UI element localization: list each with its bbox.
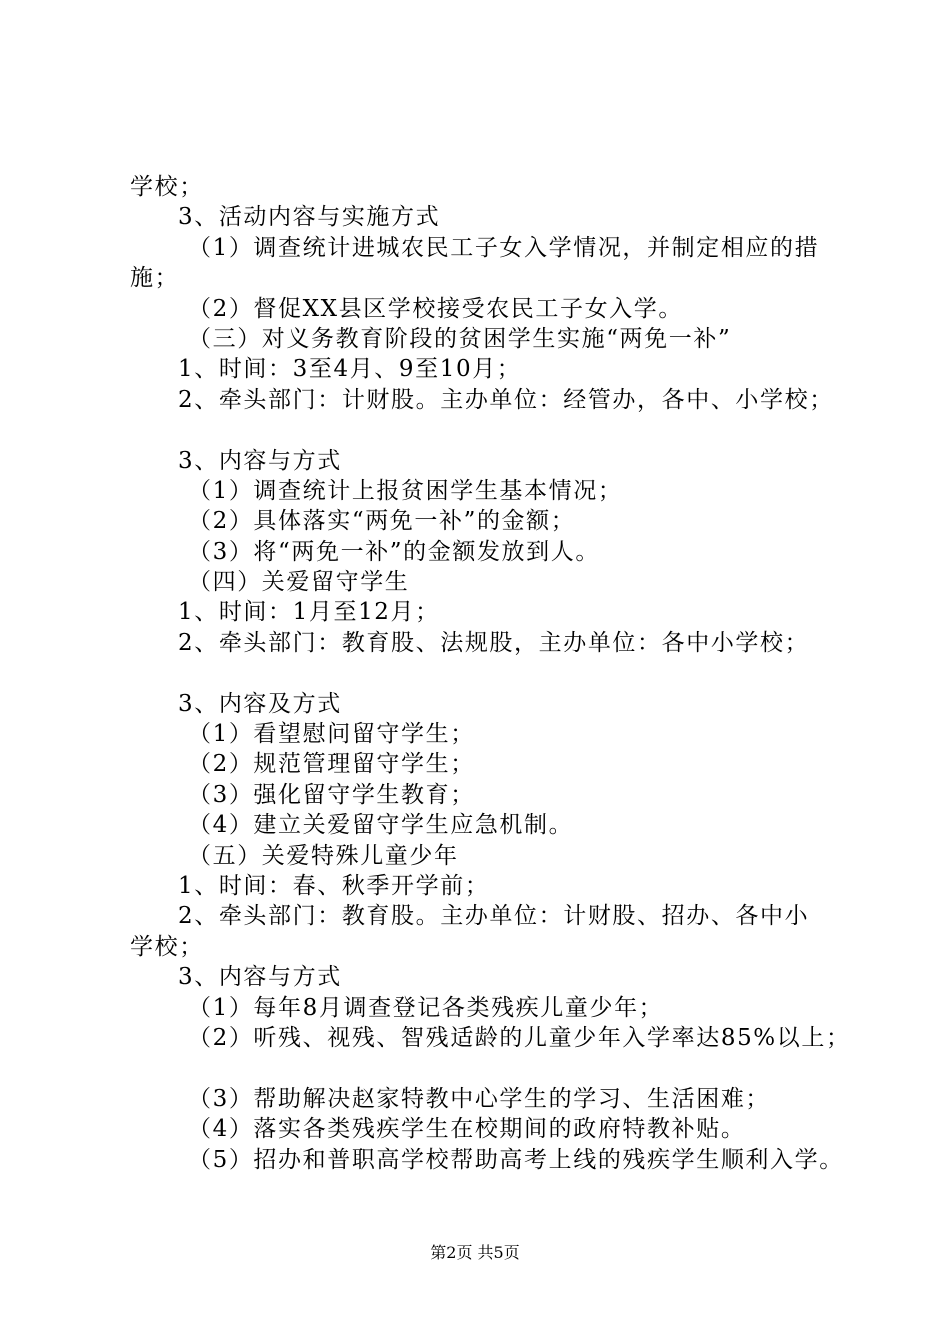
text-line: 1、时间：3至4月、9至10月； — [178, 356, 522, 383]
text-line: （1）每年8月调查登记各类残疾儿童少年； — [188, 994, 664, 1021]
text-line: 2、牵头部门：计财股。主办单位：经管办，各中、小学校； — [178, 386, 834, 413]
text-line: （2）具体落实“两免一补”的金额； — [188, 508, 576, 535]
text-line: 学校； — [130, 933, 204, 960]
document-body — [130, 172, 850, 1175]
blank-line — [130, 415, 850, 445]
text-line: 1、时间：1月至12月； — [178, 599, 440, 626]
text-line: （1）看望慰问留守学生； — [188, 721, 475, 748]
text-line: 2、牵头部门：教育股。主办单位：计财股、招办、各中小 — [178, 903, 810, 930]
page-number-label: 第2页 共5页 — [430, 1243, 520, 1262]
text-line: （3）将“两免一补”的金额发放到人。 — [188, 538, 600, 565]
text-line: （5）招办和普职高学校帮助高考上线的残疾学生顺利入学。 — [188, 1146, 844, 1173]
text-line: （2）督促XX县区学校接受农民工子女入学。 — [188, 295, 683, 322]
blank-line — [130, 658, 850, 688]
text-line: （3）强化留守学生教育； — [188, 781, 475, 808]
text-line: 2、牵头部门：教育股、法规股，主办单位：各中小学校； — [178, 629, 810, 656]
text-line: 学校； — [130, 174, 204, 200]
text-line: （4）建立关爱留守学生应急机制。 — [188, 812, 574, 839]
page-footer — [0, 1243, 950, 1263]
text-line: （1）调查统计上报贫困学生基本情况； — [188, 477, 623, 504]
text-line: （2）规范管理留守学生； — [188, 751, 475, 778]
text-line: 施； — [130, 265, 180, 292]
text-line: 1、时间：春、秋季开学前； — [178, 872, 490, 899]
text-line: （五）关爱特殊儿童少年 — [188, 842, 459, 869]
text-line: 3、活动内容与实施方式 — [178, 204, 441, 231]
text-line: 3、内容与方式 — [178, 964, 342, 991]
text-line: （2）听残、视残、智残适龄的儿童少年入学率达85%以上； — [188, 1024, 851, 1051]
text-line: （四）关爱留守学生 — [188, 569, 410, 596]
text-line: （3）帮助解决赵家特教中心学生的学习、生活困难； — [188, 1085, 771, 1112]
text-line: （三）对义务教育阶段的贫困学生实施“两免一补” — [188, 325, 732, 352]
text-line: （1）调查统计进城农民工子女入学情况，并制定相应的措 — [188, 234, 820, 261]
blank-line — [130, 1053, 850, 1083]
text-line: 3、内容及方式 — [178, 690, 342, 717]
text-line: 3、内容与方式 — [178, 447, 342, 474]
text-line: （4）落实各类残疾学生在校期间的政府特教补贴。 — [188, 1116, 746, 1143]
